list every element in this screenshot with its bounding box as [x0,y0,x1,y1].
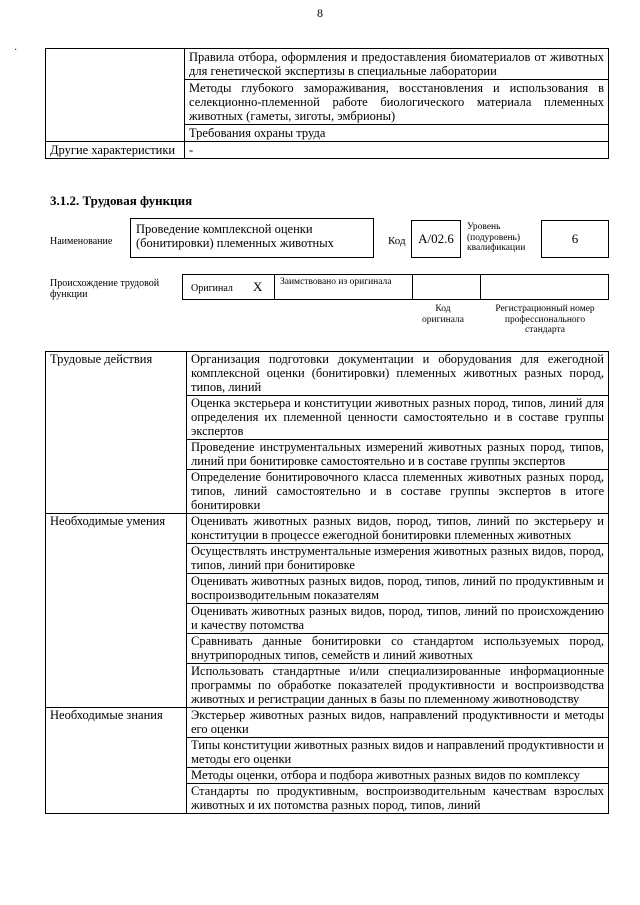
origin-label: Происхождение трудовой функции [50,278,160,300]
row-label: Необходимые знания [46,708,187,814]
table-row [46,514,609,544]
table-row [46,49,609,80]
level-value: 6 [571,231,579,246]
row-label [46,49,185,142]
level-label: Уровень (подуровень) квалификации [467,222,526,253]
function-name-value: Проведение комплексной оценки (бонитировки) племенных животных [136,222,334,250]
page-number: 8 [317,6,323,20]
original-mark: X [253,279,263,294]
section-heading: 3.1.2. Трудовая функция [50,193,193,208]
divider [412,275,413,299]
row-item: Сравнивать данные бонитировки со стандартом используемых пород, внутрипородных типов, семейств и линий животных [187,634,609,664]
function-name-box [130,218,374,258]
table-row [46,708,609,738]
row-item: Правила отбора, оформления и предоставления биоматериалов от животных для генетической экспертизы в специальные лаборатории [185,49,609,80]
top-requirements-table [45,48,609,159]
code-original-label: Код оригинала [422,304,464,325]
row-item: Требования охраны труда [185,125,609,142]
original-label: Оригинал [191,283,233,294]
origin-row [182,274,609,300]
row-item: Оценивать животных разных видов, пород, типов, линий по происхождению и качеству потомства [187,604,609,634]
row-label: Необходимые умения [46,514,187,708]
row-item: Организация подготовки документации и оборудования для ежегодной комплексной оценки (бонитировки) племенных животных разных пород, типов, линий [187,352,609,396]
row-item: Экстерьер животных разных видов, направлений продуктивности и методы его оценки [187,708,609,738]
row-item: Методы глубокого замораживания, восстановления и использования в селекционно-племенной работе биологического материала племенных животных (гаметы, зиготы, эмбрионы) [185,80,609,125]
borrowed-label: Заимствовано из оригинала [280,277,392,287]
row-item: Оценивать животных разных видов, пород, типов, линий по продуктивным и воспроизводительным показателям [187,574,609,604]
table-row [46,352,609,396]
code-box [411,220,461,258]
row-item: Оценка экстерьера и конституции животных разных пород, типов, линий для определения их племенной ценности самостоятельно и в составе группы экспертов [187,396,609,440]
row-label: Другие характеристики [46,142,185,159]
divider [274,275,275,299]
row-item: Определение бонитировочного класса племенных животных разных пород, типов, линий самостоятельно и в составе группы экспертов в итоге бонитировки [187,470,609,514]
row-item: Стандарты по продуктивным, воспроизводительным качествам взрослых животных и их потомства разных пород, типов, линий [187,784,609,814]
row-label: Трудовые действия [46,352,187,514]
row-item: Осуществлять инструментальные измерения животных разных видов, пород, типов, линий при бонитировке [187,544,609,574]
row-item: Типы конституции животных разных видов и направлений продуктивности и методы его оценки [187,738,609,768]
code-label: Код [388,235,406,247]
row-item: Методы оценки, отбора и подбора животных разных видов по комплексу [187,768,609,784]
row-item: Использовать стандартные и/или специализированные информационные программы по обработке показателей продуктивности и воспроизводства животных и регистрации данных в базы по племенному животноводству [187,664,609,708]
code-value: А/02.6 [418,231,454,246]
row-item: - [185,142,609,159]
row-item: Проведение инструментальных измерений животных разных пород, типов, линий при бонитировке самостоятельно и в составе группы экспертов [187,440,609,470]
row-item: Оценивать животных разных видов, пород, типов, линий по экстерьеру и конституции в процессе ежегодной бонитировки племенных животных [187,514,609,544]
level-box [541,220,609,258]
name-label: Наименование [50,236,113,247]
table-row [46,142,609,159]
reg-number-label: Регистрационный номер профессионального стандарта [495,304,595,335]
margin-dot: · [14,45,18,56]
function-details-table [45,351,609,814]
divider [480,275,481,299]
